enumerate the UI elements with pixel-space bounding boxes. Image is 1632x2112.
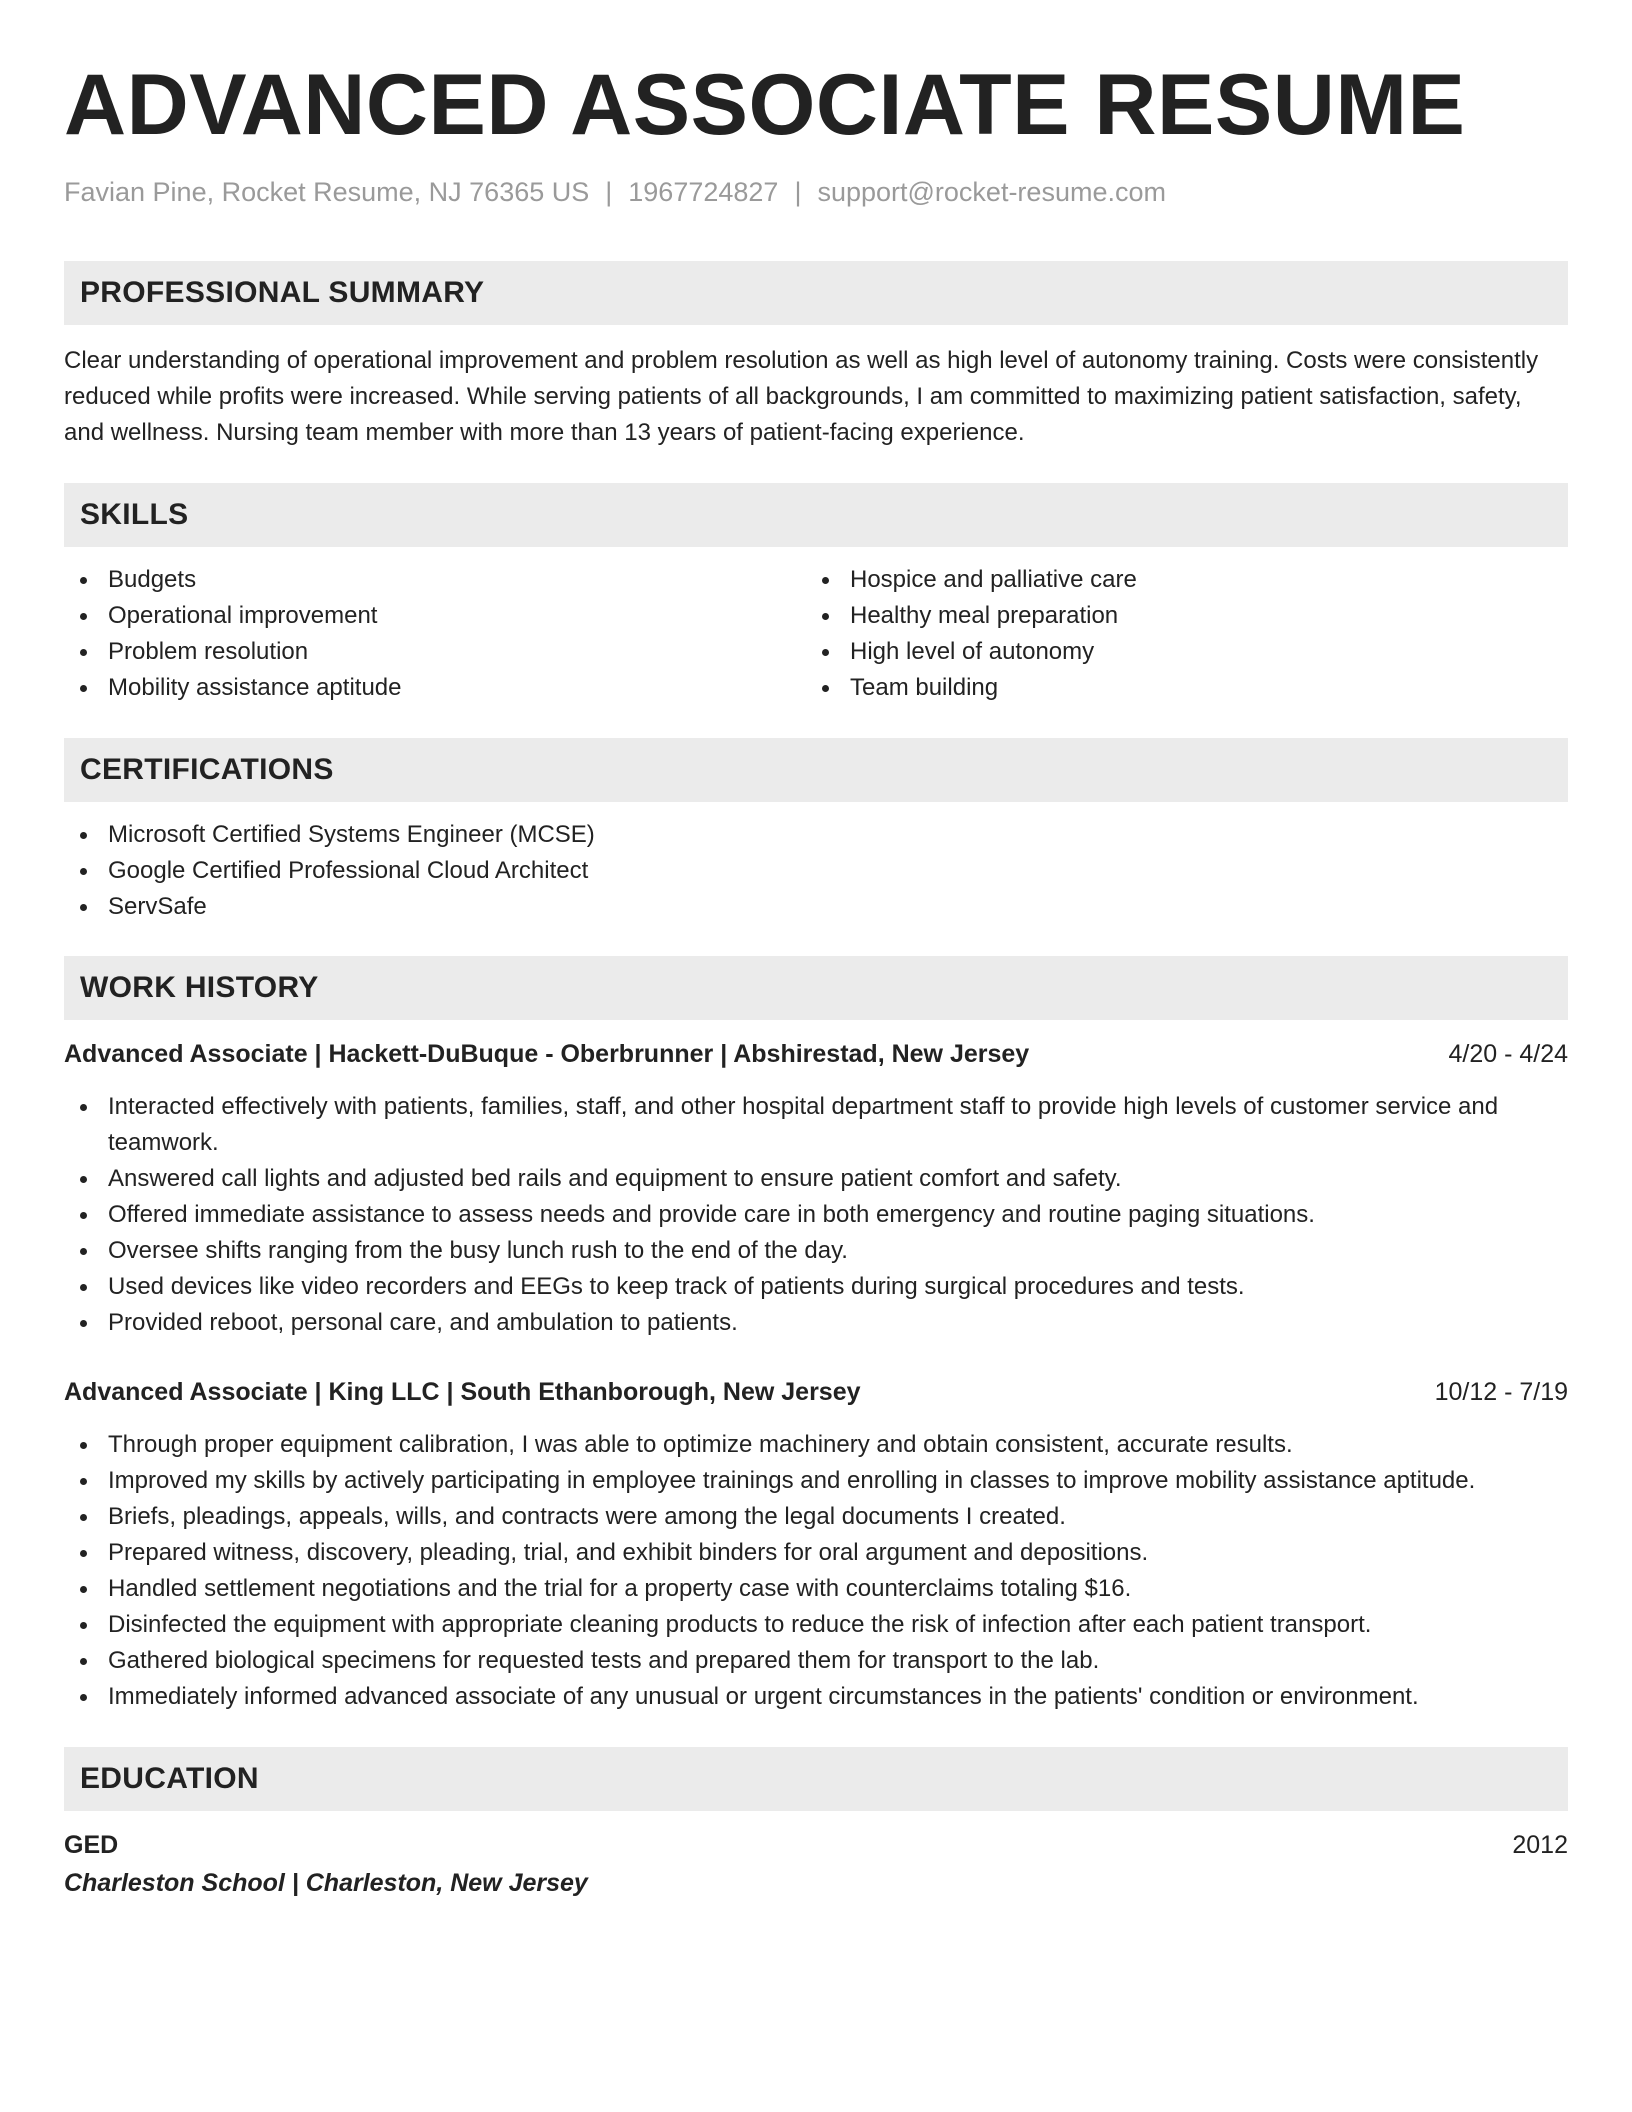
education-year: 2012 [1512, 1831, 1568, 1859]
contact-address: Favian Pine, Rocket Resume, NJ 76365 US [64, 177, 590, 207]
list-item: Answered call lights and adjusted bed rails and equipment to ensure patient comfort and safety. [64, 1161, 1568, 1197]
list-item: Team building [806, 670, 1548, 706]
job-title: Advanced Associate | Hackett-DuBuque - Oberbrunner | Abshirestad, New Jersey [64, 1040, 1030, 1068]
list-item: Improved my skills by actively participating in employee trainings and enrolling in classes to improve mobility assistance aptitude. [64, 1463, 1568, 1499]
job-header [64, 1036, 1568, 1072]
section-heading-skills: SKILLS [64, 483, 1568, 547]
education-school: Charleston School | Charleston, New Jersey [64, 1869, 588, 1897]
contact-email: support@rocket-resume.com [817, 177, 1166, 207]
list-item: Provided reboot, personal care, and ambulation to patients. [64, 1305, 1568, 1341]
job-dates: 4/20 - 4/24 [1448, 1040, 1568, 1068]
education-header [64, 1827, 1568, 1863]
section-heading-work-history: WORK HISTORY [64, 956, 1568, 1020]
list-item: Prepared witness, discovery, pleading, trial, and exhibit binders for oral argument and depositions. [64, 1535, 1568, 1571]
list-item: Offered immediate assistance to assess needs and provide care in both emergency and routine paging situations. [64, 1197, 1568, 1233]
contact-separator: | [605, 177, 613, 207]
list-item: Immediately informed advanced associate of any unusual or urgent circumstances in the patients' condition or environment. [64, 1679, 1568, 1715]
skills-list-left [64, 562, 806, 706]
list-item: Operational improvement [64, 598, 806, 634]
list-item: Interacted effectively with patients, families, staff, and other hospital department staff to provide high levels of customer service and teamwork. [64, 1089, 1568, 1161]
skills-grid [64, 562, 1568, 706]
section-heading-certifications: CERTIFICATIONS [64, 738, 1568, 802]
education-degree: GED [64, 1831, 119, 1859]
list-item: Healthy meal preparation [806, 598, 1548, 634]
list-item: ServSafe [64, 889, 1568, 925]
section-heading-summary: PROFESSIONAL SUMMARY [64, 261, 1568, 325]
resume-title: ADVANCED ASSOCIATE RESUME [64, 57, 1466, 153]
list-item: Google Certified Professional Cloud Architect [64, 853, 1568, 889]
skills-list-right [806, 562, 1548, 706]
list-item: Briefs, pleadings, appeals, wills, and contracts were among the legal documents I created. [64, 1499, 1568, 1535]
list-item: Problem resolution [64, 634, 806, 670]
list-item: Microsoft Certified Systems Engineer (MCSE) [64, 817, 1568, 853]
job-title: Advanced Associate | King LLC | South Ethanborough, New Jersey [64, 1378, 861, 1406]
list-item: Hospice and palliative care [806, 562, 1548, 598]
list-item: Mobility assistance aptitude [64, 670, 806, 706]
list-item: Through proper equipment calibration, I was able to optimize machinery and obtain consistent, accurate results. [64, 1427, 1568, 1463]
job-duties-list [64, 1089, 1568, 1341]
job-duties-list [64, 1427, 1568, 1715]
list-item: High level of autonomy [806, 634, 1548, 670]
list-item: Used devices like video recorders and EEGs to keep track of patients during surgical procedures and tests. [64, 1269, 1568, 1305]
job-header [64, 1374, 1568, 1410]
section-heading-education: EDUCATION [64, 1747, 1568, 1811]
job-dates: 10/12 - 7/19 [1434, 1378, 1568, 1406]
contact-phone: 1967724827 [628, 177, 779, 207]
list-item: Gathered biological specimens for requested tests and prepared them for transport to the lab. [64, 1643, 1568, 1679]
contact-separator: | [794, 177, 802, 207]
contact-line [64, 175, 1568, 209]
list-item: Budgets [64, 562, 806, 598]
summary-text: Clear understanding of operational improvement and problem resolution as well as high level of autonomy training. Costs were consistently reduced while profits were increased. While serving patients of all backgrounds, I am committed to maximizing patient satisfaction, safety, and wellness. Nursing team member with more than 13 years of patient-facing experience. [64, 347, 1539, 446]
list-item: Handled settlement negotiations and the trial for a property case with counterclaims totaling $16. [64, 1571, 1568, 1607]
list-item: Disinfected the equipment with appropriate cleaning products to reduce the risk of infection after each patient transport. [64, 1607, 1568, 1643]
certifications-list [64, 817, 1568, 925]
list-item: Oversee shifts ranging from the busy lunch rush to the end of the day. [64, 1233, 1568, 1269]
